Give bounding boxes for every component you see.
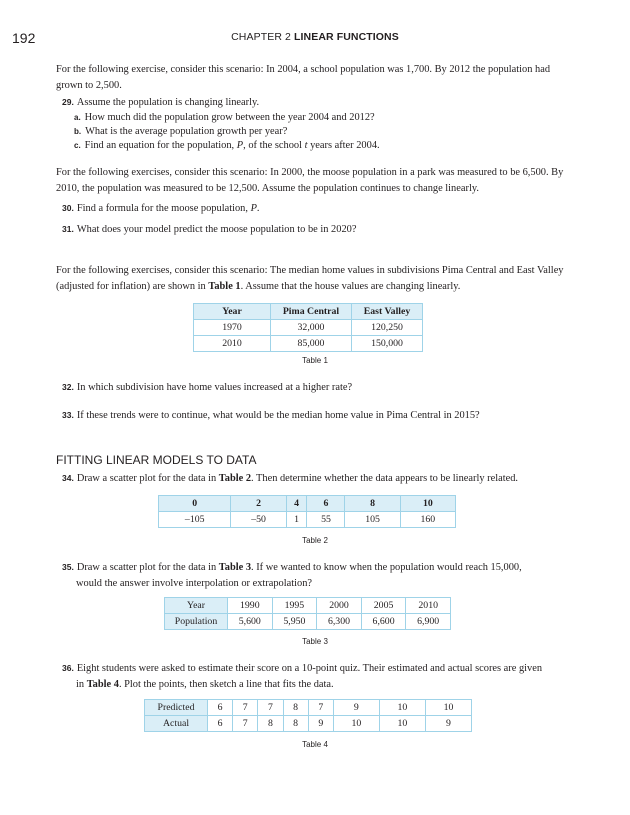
table-cell: 6 xyxy=(307,496,345,512)
table-1 xyxy=(193,303,423,352)
part-text: years after 2004. xyxy=(307,140,380,151)
table-cell: 105 xyxy=(345,512,400,528)
table-cell: 9 xyxy=(425,716,471,732)
exercise-32 xyxy=(62,380,567,396)
table-1-caption: Table 1 xyxy=(302,356,328,365)
table-cell: 5,600 xyxy=(228,614,273,630)
exercise-number: 33. xyxy=(62,410,74,420)
exercise-text: . If we wanted to know when the population would reach 15,000, xyxy=(251,562,522,573)
row-header: Year xyxy=(165,598,228,614)
table-cell: 2010 xyxy=(406,598,451,614)
part-text: What is the average population growth per year? xyxy=(85,126,288,137)
exercise-29c xyxy=(74,139,564,153)
exercise-number: 35. xyxy=(62,562,74,572)
exercise-text: What does your model predict the moose population to be in 2020? xyxy=(76,224,357,235)
table-3 xyxy=(164,597,451,630)
exercise-34 xyxy=(62,471,567,487)
table-cell: 8 xyxy=(258,716,283,732)
exercise-number: 30. xyxy=(62,203,74,213)
exercise-31 xyxy=(62,222,567,238)
table-row xyxy=(194,336,423,352)
table-4 xyxy=(144,699,472,732)
table-cell: 85,000 xyxy=(271,336,352,352)
exercise-text: Draw a scatter plot for the data in xyxy=(76,562,219,573)
table-cell: 10 xyxy=(425,700,471,716)
table-cell: 150,000 xyxy=(352,336,423,352)
table-2-caption: Table 2 xyxy=(302,536,328,545)
table-cell: 10 xyxy=(379,716,425,732)
table-cell: –105 xyxy=(159,512,231,528)
table-row xyxy=(145,716,472,732)
table-cell: 7 xyxy=(308,700,333,716)
table-header: Pima Central xyxy=(271,304,352,320)
table-cell: 7 xyxy=(258,700,283,716)
table-cell: 6,900 xyxy=(406,614,451,630)
table-cell: 120,250 xyxy=(352,320,423,336)
variable-p: P xyxy=(236,140,244,151)
table-cell: 4 xyxy=(286,496,307,512)
scenario-text: . Assume that the house values are changing linearly. xyxy=(240,280,461,292)
table-cell: 9 xyxy=(308,716,333,732)
table-2 xyxy=(158,495,456,528)
part-text: How much did the population grow between the year 2004 and 2012? xyxy=(84,112,375,123)
table-cell: 0 xyxy=(159,496,231,512)
table-cell: 6 xyxy=(208,716,233,732)
exercise-text: Assume the population is changing linearly. xyxy=(76,97,260,108)
table-cell: 10 xyxy=(400,496,455,512)
exercise-29 xyxy=(62,95,567,111)
page-number: 192 xyxy=(12,30,36,46)
exercise-36 xyxy=(62,661,567,692)
table-header: East Valley xyxy=(352,304,423,320)
exercise-number: 32. xyxy=(62,382,74,392)
exercise-text: If these trends were to continue, what would be the median home value in Pima Central in 2015? xyxy=(76,410,480,421)
exercise-number: 36. xyxy=(62,663,74,673)
table-cell: 32,000 xyxy=(271,320,352,336)
exercise-text: Draw a scatter plot for the data in xyxy=(76,473,219,484)
table-reference: Table 1 xyxy=(208,280,241,292)
table-cell: 5,950 xyxy=(272,614,317,630)
part-label: b. xyxy=(74,127,82,136)
table-cell: 9 xyxy=(333,700,379,716)
scenario-3 xyxy=(56,263,571,294)
exercise-29b xyxy=(74,125,564,139)
exercise-text: . xyxy=(256,203,260,214)
table-cell: 8 xyxy=(283,700,308,716)
table-cell: 10 xyxy=(379,700,425,716)
table-cell: 6 xyxy=(208,700,233,716)
table-cell: 7 xyxy=(233,716,258,732)
exercise-text: In which subdivision have home values increased at a higher rate? xyxy=(76,382,353,393)
chapter-header xyxy=(0,31,630,43)
exercise-text: . Then determine whether the data appears to be linearly related. xyxy=(251,473,518,484)
exercise-text: Find a formula for the moose population, xyxy=(76,203,251,214)
exercise-text-line2 xyxy=(62,677,567,693)
exercise-text-line2: would the answer involve interpolation or extrapolation? xyxy=(76,577,313,589)
table-cell: 2 xyxy=(231,496,286,512)
part-text: Find an equation for the population, xyxy=(84,140,237,151)
table-cell: 8 xyxy=(283,716,308,732)
table-cell: 1990 xyxy=(228,598,273,614)
table-cell: –50 xyxy=(231,512,286,528)
chapter-title: LINEAR FUNCTIONS xyxy=(294,31,399,43)
table-header-row xyxy=(159,496,456,512)
scenario-text: For the following exercises, consider this scenario: The median home values in subdivisions Pima Central and East Valley (adjusted for inflation) are shown in xyxy=(56,265,564,292)
table-header-row xyxy=(194,304,423,320)
part-text: , of the school xyxy=(243,140,305,151)
table-cell: 10 xyxy=(333,716,379,732)
exercise-text: in xyxy=(76,678,87,690)
exercise-29a xyxy=(74,111,564,125)
table-cell: 2005 xyxy=(361,598,406,614)
exercise-35 xyxy=(62,560,567,591)
table-cell: 2000 xyxy=(317,598,362,614)
table-row xyxy=(165,598,451,614)
part-label: a. xyxy=(74,113,81,122)
table-cell: 6,300 xyxy=(317,614,362,630)
table-row xyxy=(159,512,456,528)
table-cell: 1 xyxy=(286,512,307,528)
exercise-33 xyxy=(62,408,567,424)
table-cell: 55 xyxy=(307,512,345,528)
table-4-caption: Table 4 xyxy=(302,740,328,749)
part-label: c. xyxy=(74,141,81,150)
variable-t: t xyxy=(304,140,308,151)
variable-p: P xyxy=(250,203,257,214)
chapter-prefix: CHAPTER 2 xyxy=(231,31,291,43)
table-header: Year xyxy=(194,304,271,320)
table-3-caption: Table 3 xyxy=(302,637,328,646)
table-reference: Table 2 xyxy=(218,473,252,484)
scenario-2: For the following exercises, consider this scenario: In 2000, the moose population in a park was measured to be 6,500. By 2010, the population was measured to be 12,500. Assume the population continues to change linearly. xyxy=(56,167,564,194)
table-cell: 1970 xyxy=(194,320,271,336)
table-cell: 7 xyxy=(233,700,258,716)
table-row xyxy=(194,320,423,336)
table-cell: 2010 xyxy=(194,336,271,352)
exercise-text: . Plot the points, then sketch a line that fits the data. xyxy=(118,678,334,690)
exercise-number: 29. xyxy=(62,97,74,107)
exercise-text: Eight students were asked to estimate their score on a 10-point quiz. Their estimated and actual scores are given xyxy=(76,663,543,674)
table-row xyxy=(165,614,451,630)
table-cell: 160 xyxy=(400,512,455,528)
exercise-30 xyxy=(62,201,567,217)
table-row xyxy=(145,700,472,716)
section-title: FITTING LINEAR MODELS TO DATA xyxy=(56,453,257,467)
row-header: Population xyxy=(165,614,228,630)
table-cell: 6,600 xyxy=(361,614,406,630)
row-header: Actual xyxy=(145,716,208,732)
row-header: Predicted xyxy=(145,700,208,716)
exercise-number: 34. xyxy=(62,473,74,483)
scenario-1: For the following exercise, consider this scenario: In 2004, a school population was 1,700. By 2012 the population had grown to 2,500. xyxy=(56,64,551,91)
table-reference: Table 3 xyxy=(218,562,252,573)
exercise-number: 31. xyxy=(62,224,74,234)
table-cell: 1995 xyxy=(272,598,317,614)
table-cell: 8 xyxy=(345,496,400,512)
table-reference: Table 4 xyxy=(86,678,119,690)
